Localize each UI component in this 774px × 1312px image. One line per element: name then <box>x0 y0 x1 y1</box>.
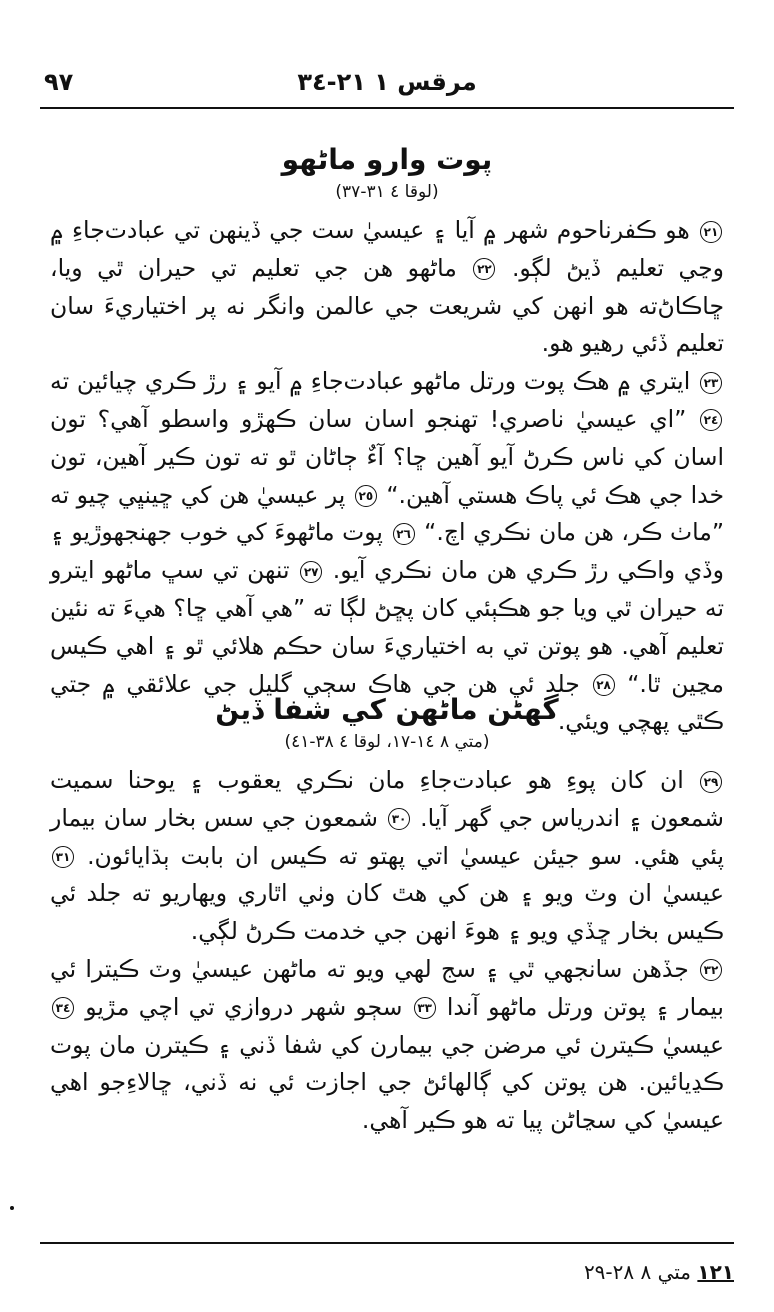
verse-text: تنهن تي سڀ ماڻهو ايترو ته حيران ٿي ويا جو هڪٻئي کان پڇڻ لڳا ته ”هي آهي ڇا؟ هيءَ ته نئين تعليم آهي. هو پوتن تي به اختياريءَ سان حڪم هلائي ٿو ۽ اهي ڪيس مڃين ٿا.“ <box>50 556 724 698</box>
verse-text: جڏهن سانجهي ٿي ۽ سج لهي ويو ته ماڻهن عيسيٰ وٽ ڪيترا ئي بيمار ۽ پوتن ورتل ماڻهو آندا <box>50 954 724 1021</box>
verse-text: شمعون جي سس بخار سان بيمار پئي هئي. سو جيئن عيسيٰ اتي پهتو ته ڪيس ان بابت ٻڌايائون. <box>50 803 724 870</box>
verse-number: ٣٤ <box>52 997 74 1019</box>
section-reference: (متي ٨ ١٤-١٧، لوقا ٤ ٣٨-٤١) <box>284 732 490 752</box>
paragraph <box>50 212 724 363</box>
verse-number: ٢٥ <box>355 485 377 507</box>
verse-text: سڄو شهر دروازي تي اچي مڙيو <box>85 992 403 1021</box>
verse-number: ٣١ <box>52 846 74 868</box>
verse-number: ٢٧ <box>300 561 322 583</box>
running-title: مرقس ١ ٢١-٣٤ <box>297 68 477 96</box>
section-possessed-man <box>50 140 724 741</box>
verse-number: ٢٢ <box>473 258 495 280</box>
stray-mark <box>10 1206 14 1210</box>
verse-number: ٢١ <box>700 221 722 243</box>
verse-text: ان کان پوءِ هو عبادت‌جاءِ مان نڪري يعقوب ۽ يوحنا سميت شمعون ۽ اندرياس جي گهر آيا. <box>50 766 724 832</box>
verse-number: ٢٦ <box>393 523 415 545</box>
verse-text: ماڻهو هن جي تعليم تي حيران ٿي ويا، ڇاڪاڻ‌ته هو انهن کي شريعت جي عالمن وانگر نه پر اختياريءَ سان تعليم ڏئي رهيو هو. <box>50 253 724 358</box>
section-title: گهڻن ماڻهن کي شفا ڏيڻ <box>215 693 559 726</box>
verse-number: ٣٣ <box>414 997 436 1019</box>
verse-number: ٣٠ <box>388 808 410 830</box>
verse-text: عيسيٰ ڪيترن ئي مرضن جي بيمارن کي شفا ڏني ۽ ڪيترن مان پوت ڪڍيائين. هن پوتن کي ڳالهائڻ جي اجازت ئي نه ڏني، ڇالاءِ‌جو اهي عيسيٰ کي سڃاڻن پيا ته هو ڪير آهي. <box>50 1030 724 1135</box>
paragraph <box>50 951 724 1140</box>
footer-divider <box>40 1242 734 1244</box>
section-reference: (لوقا ٤ ٣١-٣٧) <box>335 182 439 202</box>
paragraph <box>50 363 724 741</box>
verse-number: ٢٩ <box>700 771 722 793</box>
paragraph <box>50 762 724 951</box>
verse-number: ٢٣ <box>700 372 722 394</box>
verse-text: ”اي عيسيٰ ناصري! تهنجو اسان سان ڪهڙو واسطو آهي؟ تون اسان کي ناس ڪرڻ آيو آهين ڇا؟ آءٌ ڄاڻان ٿو ته تون ڪير آهين، تون خدا جي هڪ ئي پاڪ هستي آهين.“ <box>50 404 724 509</box>
page-number: ٩٧ <box>44 68 74 96</box>
section-healing-many <box>50 690 724 1140</box>
footnote-ref: ١٢١ <box>697 1260 734 1284</box>
verse-number: ٣٢ <box>700 959 722 981</box>
verse-text: هو ڪفرناحوم شهر ۾ آيا ۽ عيسيٰ ست جي ڏينهن تي عبادت‌جاءِ ۾ وڃي تعليم ڏيڻ لڳو. <box>50 216 724 282</box>
verse-text: عيسيٰ ان وٽ ويو ۽ هن کي هٿ کان وٺي اٿاري ويهاريو ته جلد ئي ڪيس بخار ڇڏي ويو ۽ هوءَ انهن جي خدمت ڪرڻ لڳي. <box>50 879 724 946</box>
verse-number: ٢٤ <box>700 409 722 431</box>
section-title: پوت وارو ماڻهو <box>281 143 493 176</box>
verse-number: ٢٨ <box>593 674 615 696</box>
verse-text: ايتري ۾ هڪ پوت ورتل ماڻهو عبادت‌جاءِ ۾ آيو ۽ رڙ ڪري چيائين ته <box>50 367 691 396</box>
header-divider <box>40 107 734 109</box>
footnote <box>40 1252 734 1292</box>
verse-text: پوت ماڻهوءَ کي خوب جهنجهوڙيو ۽ وڏي واڪي رڙ ڪري هن مان نڪري آيو. <box>50 518 724 585</box>
page-header <box>40 62 734 102</box>
verse-text: پر عيسيٰ هن کي ڇينڀي چيو ته ”ماٺ ڪر، هن مان نڪري اچ.“ <box>50 480 725 547</box>
footnote-text: متي ٨ ٢٨-٢٩ <box>583 1260 692 1284</box>
verse-text: جلد ئي هن جي هاڪ سڄي گليل جي علائقي ۾ جتي ڪٿي پهچي ويئي. <box>50 669 724 736</box>
